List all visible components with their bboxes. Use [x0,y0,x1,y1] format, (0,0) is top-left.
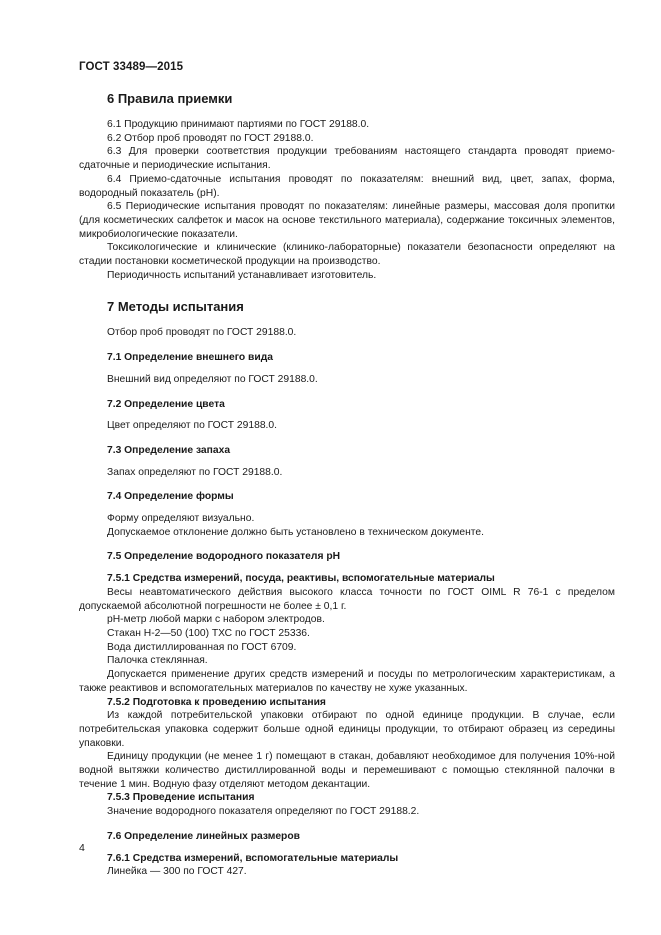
subsection-7-6-1-title: 7.6.1 Средства измерений, вспомогательные материалы [107,852,399,864]
paragraph-6-3: 6.3 Для проверки соответствия продукции требованиям настоящего стандарта проводят приемо-сдаточные и периодические испытания. [79,146,615,172]
glass-rod-paragraph: Палочка стеклянная. [107,655,208,667]
ph-determination-paragraph: Значение водородного показателя определяют по ГОСТ 29188.2. [107,806,420,818]
paragraph-6-4: 6.4 Приемо-сдаточные испытания проводят по показателям: внешний вид, цвет, запах, форма, водородный показатель (рН). [79,173,615,199]
subsection-7-4-title: 7.4 Определение формы [107,491,234,503]
paragraph-6-5: 6.5 Периодические испытания проводят по показателям: линейные размеры, массовая доля пропитки (для косметических салфеток и масок на основе текстильного материала), содержание токсичных элементов, микробиологические показатели. [79,201,615,240]
paragraph-6-2: 6.2 Отбор проб проводят по ГОСТ 29188.0. [107,132,314,144]
subsection-7-4-text-2: Допускаемое отклонение должно быть установлено в техническом документе. [107,526,484,538]
paragraph-periodicity: Периодичность испытаний устанавливает изготовитель. [107,269,377,281]
water-paragraph: Вода дистиллированная по ГОСТ 6709. [107,641,297,653]
paragraph-6-1: 6.1 Продукцию принимают партиями по ГОСТ 29188.0. [107,119,370,130]
preparation-paragraph: Единицу продукции (не менее 1 г) помещают в стакан, добавляют необходимое для получения 10%-ной водной вытяжки количество дистиллированной воды и перемешивают с помощью стеклянной палочки в течение 1 мин. Водную фазу отделяют методом декантации. [79,751,615,790]
subsection-7-6-title: 7.6 Определение линейных размеров [107,830,300,842]
subsection-7-5-2-title: 7.5.2 Подготовка к проведению испытания [107,696,326,708]
subsection-7-4-text-1: Форму определяют визуально. [107,513,255,525]
ruler-paragraph: Линейка — 300 по ГОСТ 427. [107,866,247,878]
subsection-7-2-text: Цвет определяют по ГОСТ 29188.0. [107,420,278,432]
subsection-7-3-title: 7.3 Определение запаха [107,444,231,456]
document-body [79,91,615,879]
sampling-paragraph: Из каждой потребительской упаковки отбирают по одной единице продукции. В случае, если потребительская упаковка содержит больше одной единицы продукции, то отбирают образец из середины упаковки. [79,710,615,749]
subsection-7-5-1-title: 7.5.1 Средства измерений, посуда, реактивы, вспомогательные материалы [107,573,495,585]
subsection-7-5-3-title: 7.5.3 Проведение испытания [107,792,255,804]
page-number: 4 [79,842,85,854]
document-code: ГОСТ 33489—2015 [79,61,184,73]
beaker-paragraph: Стакан Н-2—50 (100) ТХС по ГОСТ 25336. [107,627,310,639]
alternatives-paragraph: Допускается применение других средств измерений и посуды по метрологическим характеристикам, а также реактивов и вспомогательных материалов по качеству не хуже указанных. [79,669,615,694]
section-7-intro: Отбор проб проводят по ГОСТ 29188.0. [107,327,297,339]
ph-meter-paragraph: рН-метр любой марки с набором электродов. [107,614,325,626]
subsection-7-1-title: 7.1 Определение внешнего вида [107,352,273,364]
subsection-7-2-title: 7.2 Определение цвета [107,398,225,410]
paragraph-toxicology: Токсикологические и клинические (клинико-лабораторные) показатели безопасности определяют на стадии постановки косметической продукции на производство. [79,242,615,268]
section-6-title: 6 Правила приемки [107,91,233,106]
subsection-7-5-title: 7.5 Определение водородного показателя рН [107,551,341,563]
subsection-7-3-text: Запах определяют по ГОСТ 29188.0. [107,466,283,478]
section-7-title: 7 Методы испытания [107,299,244,315]
scales-paragraph: Весы неавтоматического действия высокого класса точности по ГОСТ OIML R 76-1 с пределом допускаемой абсолютной погрешности не более ± 0,1 г. [79,586,615,612]
subsection-7-1-text: Внешний вид определяют по ГОСТ 29188.0. [107,373,318,385]
